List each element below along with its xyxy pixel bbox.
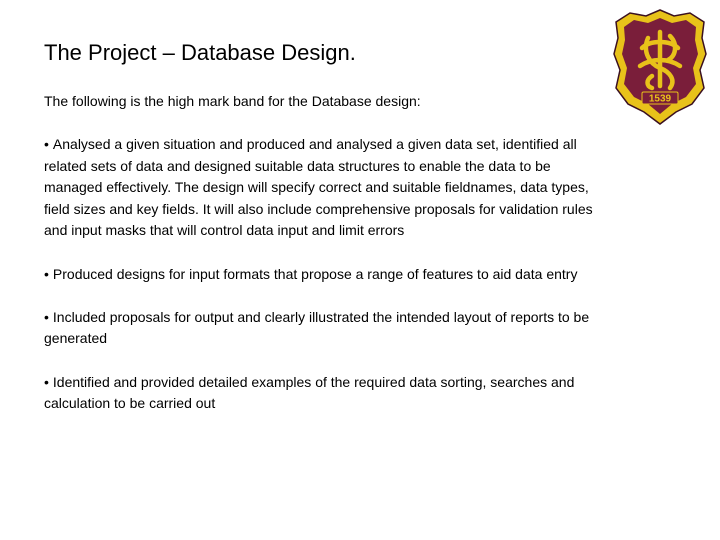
bullet-marker: • [44, 308, 49, 325]
bullet-marker: • [44, 265, 49, 282]
bullet-marker: • [44, 373, 49, 390]
bullet-text: Included proposals for output and clearly illustrated the intended layout of reports to be generated [44, 308, 590, 347]
bullet-item [44, 307, 604, 350]
intro-text: The following is the high mark band for the Database design: [44, 93, 421, 109]
bullet-item [44, 264, 604, 286]
slide-title: The Project – Database Design. [44, 40, 356, 65]
bullet-text: Analysed a given situation and produced and analysed a given data set, identified all related sets of data and designed suitable data structures to enable the data to be managed effectively. The design will specify correct and suitable fieldnames, data types, field sizes and key fields. It will also include comprehensive proposals for validation rules and input masks that will control data input and limit errors [44, 136, 593, 239]
bullet-marker: • [44, 136, 49, 152]
bullet-text: Produced designs for input formats that propose a range of features to aid data entry [52, 265, 578, 282]
crest-year-text: 1539 [648, 93, 672, 105]
bullet-list [44, 134, 604, 436]
bullet-text: Identified and provided detailed examples of the required data sorting, searches and calculation to be carried out [44, 373, 575, 412]
bullet-item [44, 372, 604, 415]
school-crest-logo [612, 8, 708, 128]
bullet-item [44, 134, 604, 242]
